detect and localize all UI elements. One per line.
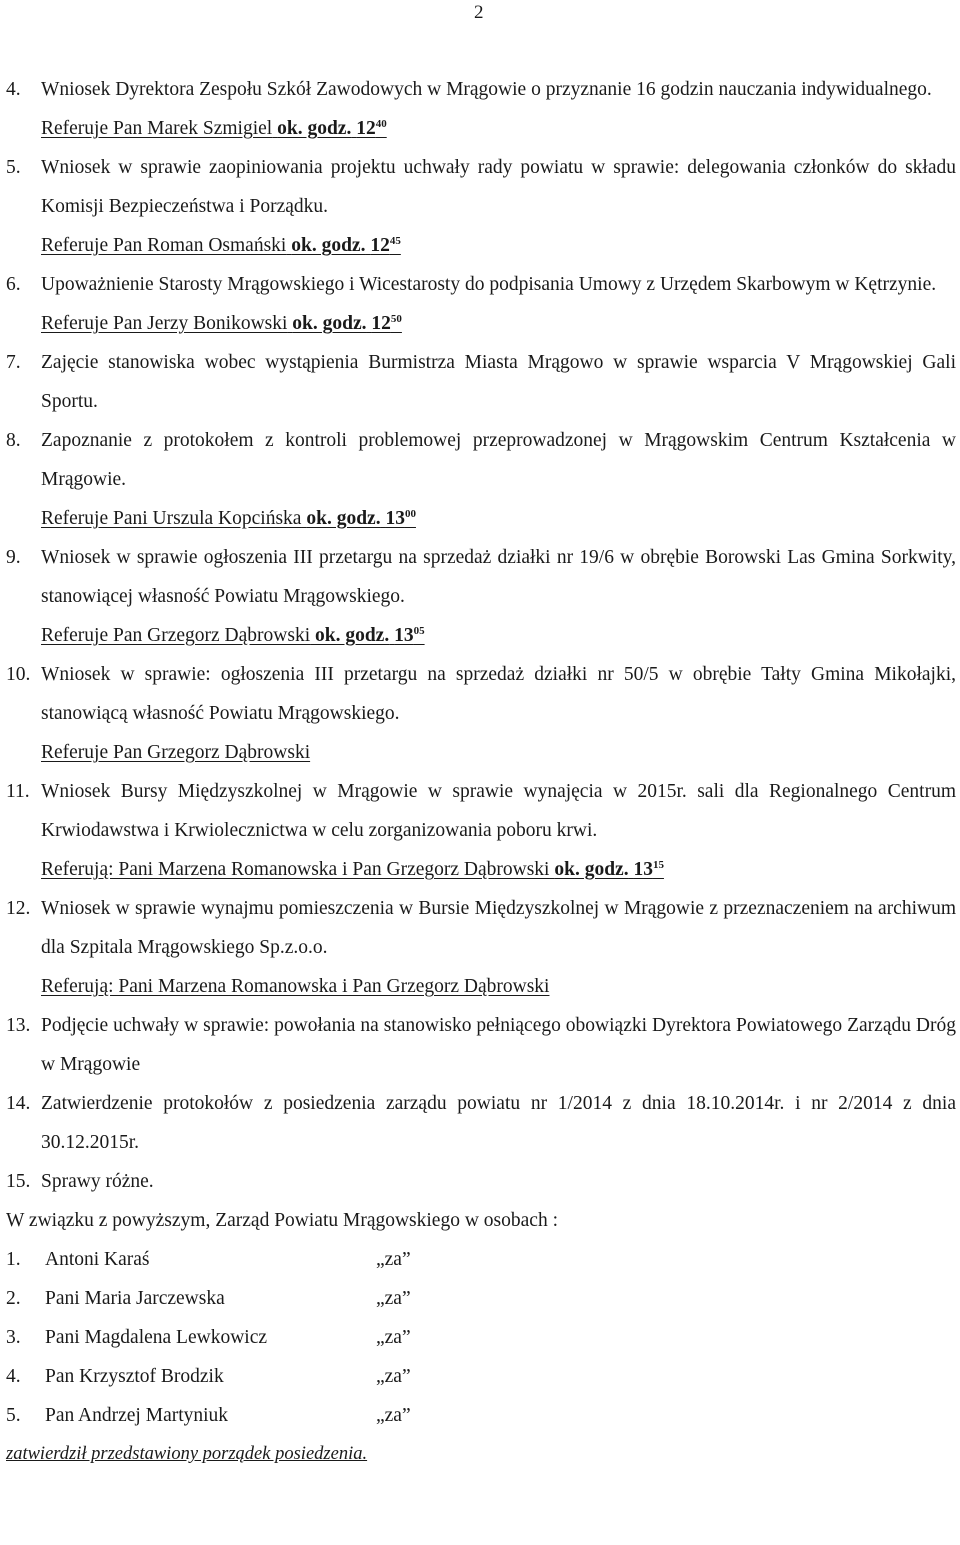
- agenda-item: [6, 343, 956, 421]
- reporter-name: Referuje Pan Jerzy Bonikowski: [41, 313, 288, 334]
- agenda-list: [6, 70, 956, 1201]
- agenda-item-number: 11.: [6, 781, 30, 802]
- reporter-name: Referuje Pan Marek Szmigiel: [41, 118, 273, 139]
- agenda-item-text: Podjęcie uchwały w sprawie: powołania na stanowisko pełniącego obowiązki Dyrektora Powiatowego Zarządu Dróg w Mrągowie: [41, 1015, 956, 1075]
- vote-number: 3.: [6, 1327, 21, 1348]
- agenda-item: [6, 1162, 956, 1201]
- time-label: ok. godz.: [292, 313, 367, 334]
- time-label: ok. godz.: [291, 235, 366, 256]
- agenda-item: [6, 772, 956, 889]
- page-number: 2: [474, 2, 484, 23]
- vote-row: [6, 1318, 956, 1357]
- agenda-item: [6, 655, 956, 772]
- agenda-item-text: Wniosek w sprawie zaopiniowania projektu uchwały rady powiatu w sprawie: delegowania członków do składu Komisji Bezpieczeństwa i Porządku.: [41, 157, 956, 217]
- time-hour: 13: [394, 625, 414, 646]
- agenda-item: [6, 148, 956, 265]
- agenda-item: [6, 538, 956, 655]
- reporter-name: Referują: Pani Marzena Romanowska i Pan Grzegorz Dąbrowski: [41, 976, 550, 997]
- agenda-item-time: [291, 235, 401, 256]
- agenda-item-reporter: [41, 976, 549, 997]
- agenda-item-reporter: [41, 508, 416, 529]
- time-label: ok. godz.: [277, 118, 352, 139]
- final-statement: zatwierdził przedstawiony porządek posiedzenia.: [6, 1444, 368, 1464]
- time-minutes: 50: [390, 313, 402, 325]
- agenda-item-time: [277, 118, 387, 139]
- agenda-item-number: 14.: [6, 1093, 31, 1114]
- vote-value: „za”: [376, 1366, 411, 1387]
- agenda-item-text: Wniosek w sprawie wynajmu pomieszczenia w Bursie Międzyszkolnej w Mrągowie z przeznaczeniem na archiwum dla Szpitala Mrągowskiego Sp.z.o.o.: [41, 898, 956, 958]
- agenda-item-text: Zapoznanie z protokołem z kontroli problemowej przeprowadzonej w Mrągowskim Centrum Kształcenia w Mrągowie.: [41, 430, 956, 490]
- vote-row: [6, 1357, 956, 1396]
- reporter-name: Referuje Pan Grzegorz Dąbrowski: [41, 625, 311, 646]
- agenda-item: [6, 1006, 956, 1084]
- agenda-item-number: 10.: [6, 664, 31, 685]
- agenda-item: [6, 421, 956, 538]
- agenda-item: [6, 70, 956, 148]
- agenda-item-time: [292, 313, 402, 334]
- agenda-item-time: [315, 625, 425, 646]
- agenda-item-time: [306, 508, 416, 529]
- reporter-name: Referuje Pan Roman Osmański: [41, 235, 287, 256]
- member-name: Pani Maria Jarczewska: [45, 1288, 225, 1309]
- time-label: ok. godz.: [554, 859, 629, 880]
- agenda-item: [6, 1084, 956, 1162]
- vote-intro: W związku z powyższym, Zarząd Powiatu Mrągowskiego w osobach :: [6, 1210, 558, 1231]
- agenda-item-text: Wniosek Dyrektora Zespołu Szkół Zawodowych w Mrągowie o przyznanie 16 godzin nauczania indywidualnego.: [41, 79, 932, 100]
- agenda-item-text: Zatwierdzenie protokołów z posiedzenia zarządu powiatu nr 1/2014 z dnia 18.10.2014r. i nr 2/2014 z dnia 30.12.2015r.: [41, 1093, 956, 1153]
- agenda-item-text: Zajęcie stanowiska wobec wystąpienia Burmistrza Miasta Mrągowo w sprawie wsparcia V Mrągowskiej Gali Sportu.: [41, 352, 956, 412]
- agenda-item-reporter: [41, 235, 401, 256]
- agenda-item-text: Wniosek w sprawie: ogłoszenia III przetargu na sprzedaż działki nr 50/5 w obrębie Tałty Gmina Mikołajki, stanowiącą własność Powiatu Mrągowskiego.: [41, 664, 956, 724]
- member-name: Pani Magdalena Lewkowicz: [45, 1327, 268, 1348]
- time-hour: 12: [370, 235, 390, 256]
- vote-row: [6, 1240, 956, 1279]
- agenda-item-reporter: [41, 313, 402, 334]
- time-label: ok. godz.: [314, 625, 390, 646]
- vote-value: „za”: [376, 1249, 411, 1270]
- vote-row: [6, 1396, 956, 1435]
- time-hour: 13: [385, 508, 405, 529]
- agenda-item: [6, 265, 956, 343]
- member-name: Pan Andrzej Martyniuk: [45, 1405, 229, 1426]
- time-hour: 12: [356, 118, 376, 139]
- vote-number: 4.: [6, 1366, 21, 1387]
- agenda-item-time: [554, 859, 664, 880]
- vote-number: 5.: [6, 1405, 21, 1426]
- time-hour: 13: [633, 859, 653, 880]
- agenda-item-text: Sprawy różne.: [41, 1171, 154, 1192]
- time-minutes: 00: [404, 508, 416, 520]
- reporter-name: Referują: Pani Marzena Romanowska i Pan Grzegorz Dąbrowski: [41, 859, 550, 880]
- time-minutes: 05: [413, 625, 425, 637]
- vote-row: [6, 1279, 956, 1318]
- agenda-item: [6, 889, 956, 1006]
- time-minutes: 15: [652, 859, 664, 871]
- agenda-item-number: 4.: [6, 79, 21, 100]
- agenda-item-number: 5.: [6, 157, 21, 178]
- agenda-item-number: 8.: [6, 430, 21, 451]
- agenda-item-number: 12.: [6, 898, 31, 919]
- agenda-item-text: Upoważnienie Starosty Mrągowskiego i Wicestarosty do podpisania Umowy z Urzędem Skarbowym w Kętrzynie.: [41, 274, 937, 295]
- reporter-name: Referuje Pani Urszula Kopcińska: [41, 508, 302, 529]
- agenda-item-number: 9.: [6, 547, 21, 568]
- agenda-item-text: Wniosek w sprawie ogłoszenia III przetargu na sprzedaż działki nr 19/6 w obrębie Borowski Las Gmina Sorkwity, stanowiącej własność Powiatu Mrągowskiego.: [41, 547, 956, 607]
- agenda-item-text: Wniosek Bursy Międzyszkolnej w Mrągowie w sprawie wynajęcia w 2015r. sali dla Regionalnego Centrum Krwiodawstwa i Krwiolecznictwa w celu zorganizowania poboru krwi.: [41, 781, 956, 841]
- vote-value: „za”: [376, 1327, 411, 1348]
- vote-number: 1.: [6, 1249, 21, 1270]
- agenda-item-reporter: [41, 625, 425, 646]
- vote-list: [6, 1240, 956, 1435]
- agenda-item-reporter: [41, 742, 310, 763]
- time-label: ok. godz.: [306, 508, 381, 529]
- member-name: Antoni Karaś: [45, 1249, 150, 1270]
- vote-value: „za”: [376, 1288, 411, 1309]
- agenda-item-number: 13.: [6, 1015, 31, 1036]
- member-name: Pan Krzysztof Brodzik: [45, 1366, 224, 1387]
- agenda-document: [6, 70, 956, 1474]
- agenda-item-reporter: [41, 118, 387, 139]
- time-minutes: 40: [375, 118, 387, 130]
- vote-number: 2.: [6, 1288, 21, 1309]
- time-minutes: 45: [389, 235, 401, 247]
- reporter-name: Referuje Pan Grzegorz Dąbrowski: [41, 742, 311, 763]
- time-hour: 12: [371, 313, 391, 334]
- agenda-item-number: 7.: [6, 352, 21, 373]
- vote-value: „za”: [376, 1405, 411, 1426]
- agenda-item-number: 15.: [6, 1171, 31, 1192]
- agenda-item-number: 6.: [6, 274, 21, 295]
- agenda-item-reporter: [41, 859, 664, 880]
